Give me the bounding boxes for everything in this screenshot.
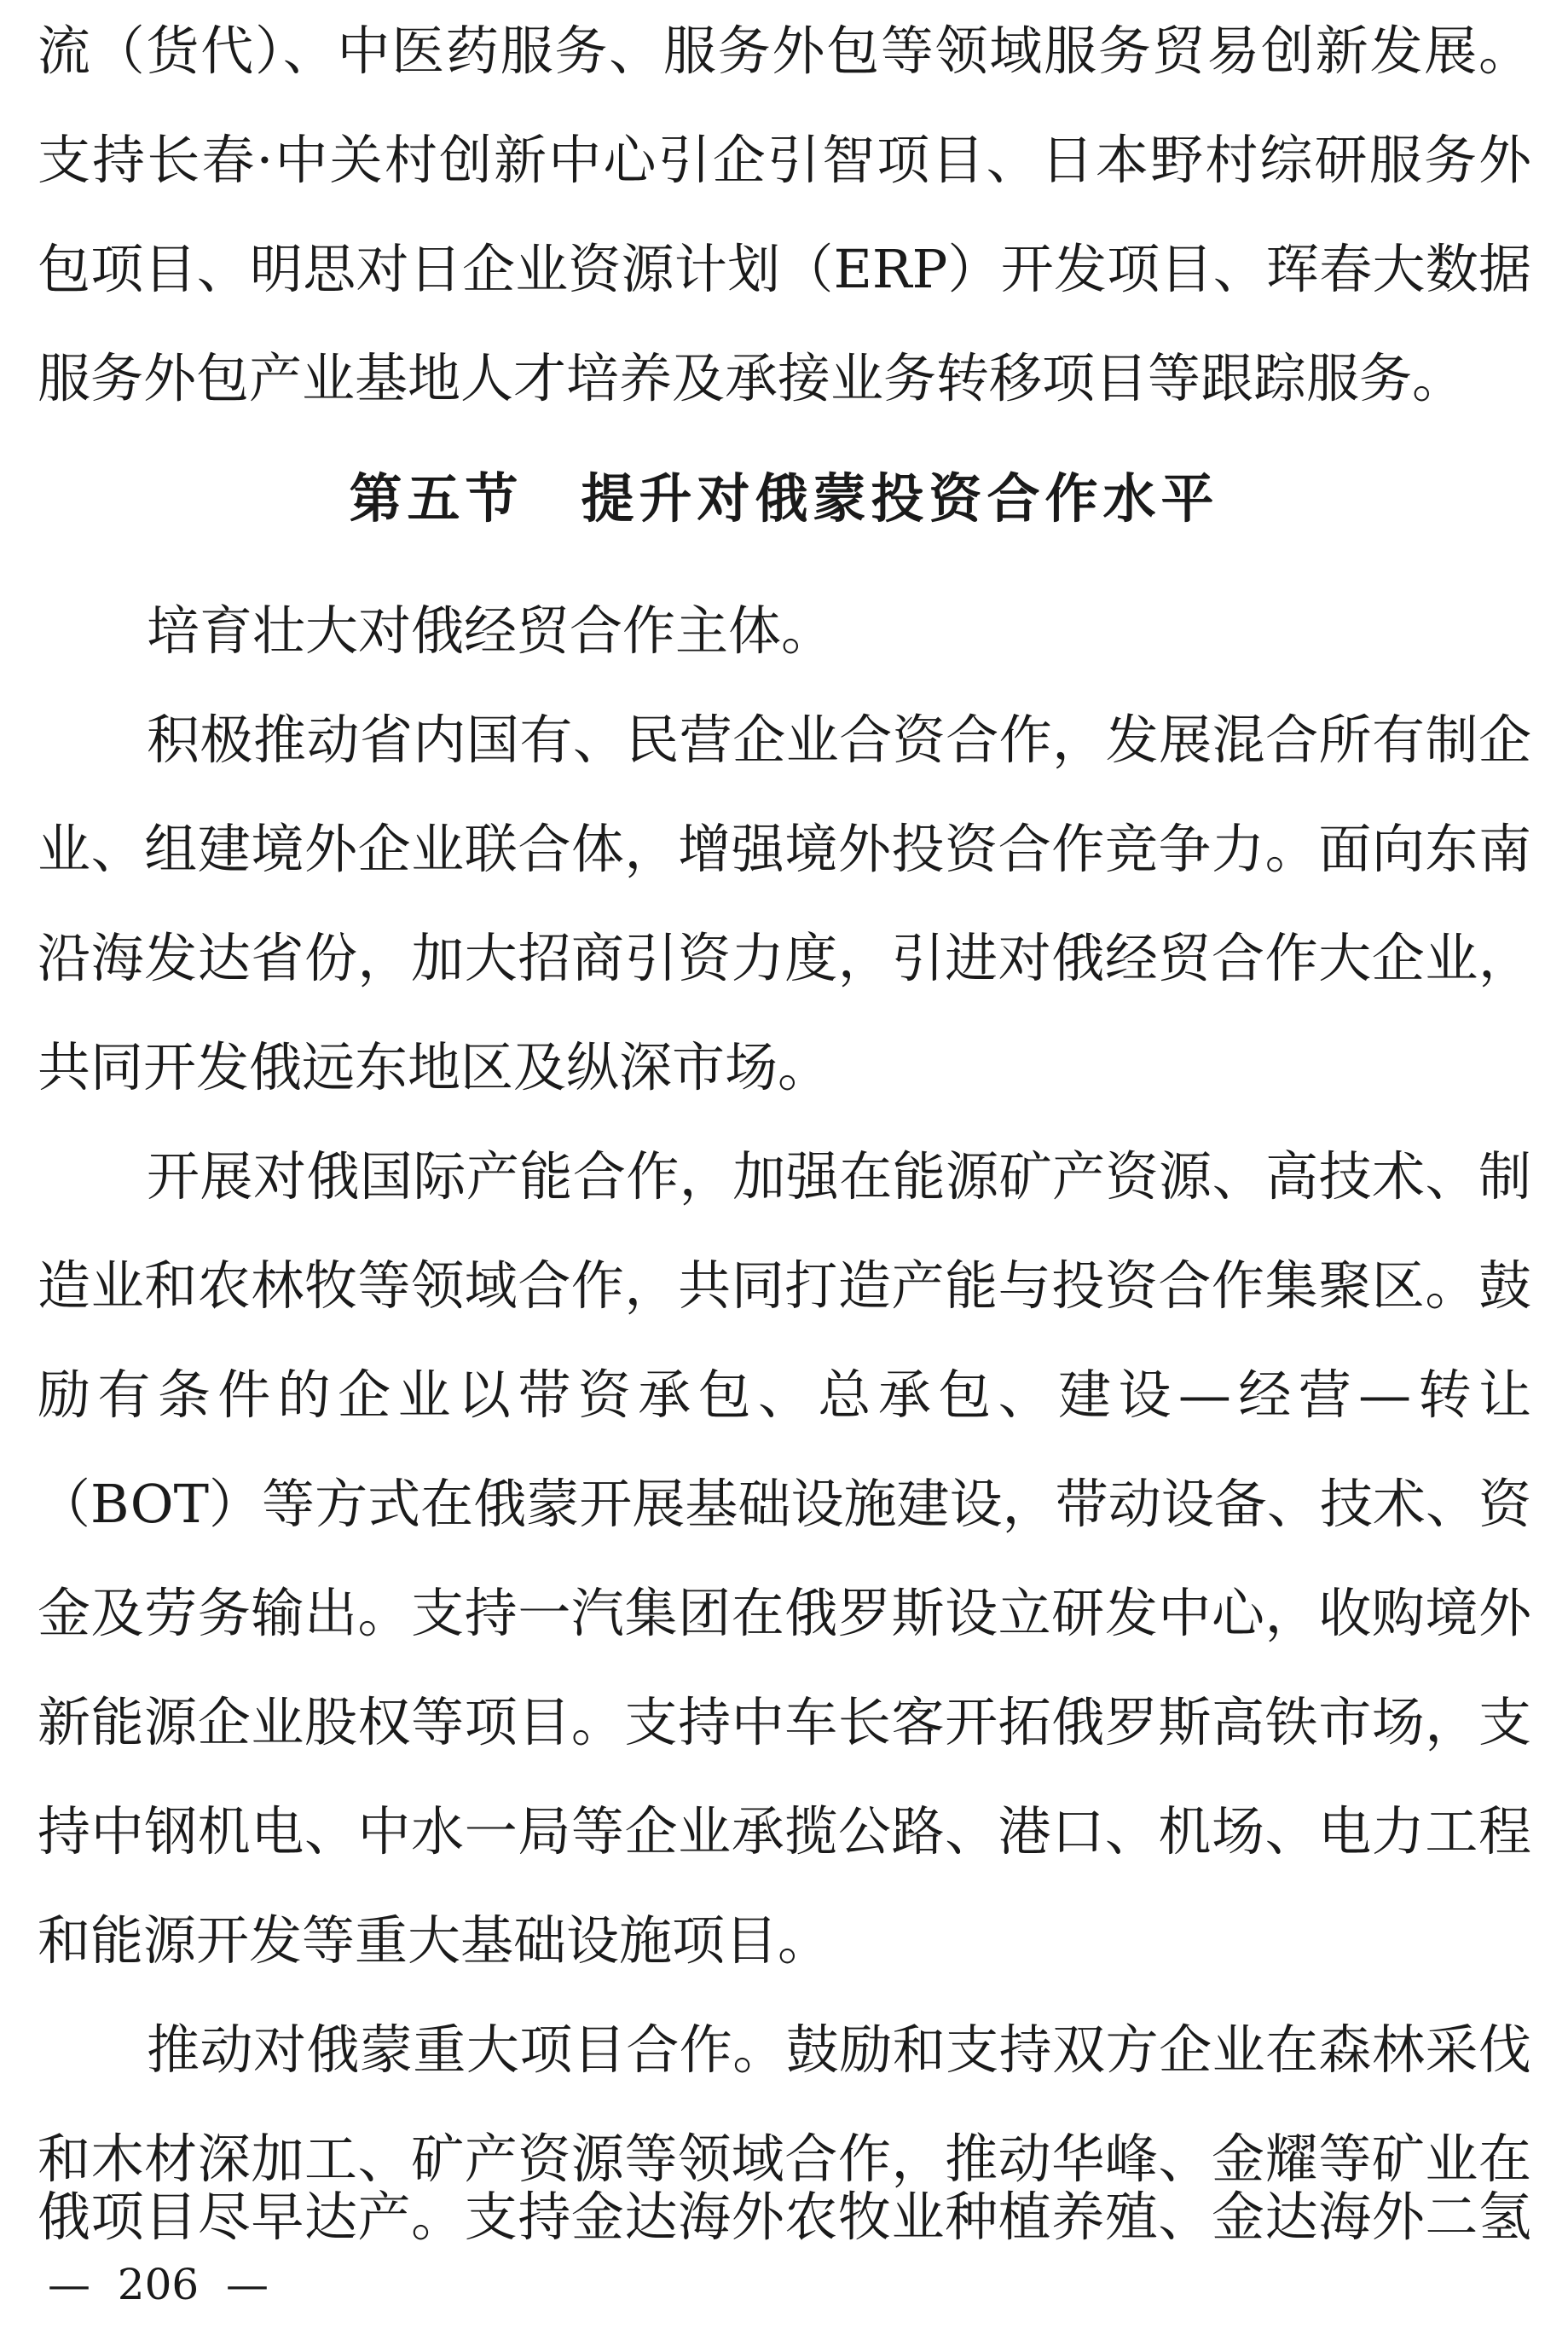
body-text-line: 俄项目尽早达产。支持金达海外农牧业种植养殖、金达海外二氢 bbox=[38, 2186, 1531, 2248]
body-text-line: 培育壮大对俄经贸合作主体。 bbox=[147, 599, 835, 662]
body-text-line: 开展对俄国际产能合作，加强在能源矿产资源、高技术、制 bbox=[147, 1145, 1531, 1208]
body-text-line: 励有条件的企业以带资承包、总承包、建设—经营—转让 bbox=[38, 1364, 1531, 1426]
body-text-line: 服务外包产业基地人才培养及承接业务转移项目等跟踪服务。 bbox=[38, 347, 1466, 409]
body-text-line: 新能源企业股权等项目。支持中车长客开拓俄罗斯高铁市场，支 bbox=[38, 1691, 1531, 1753]
body-text-line: 和能源开发等重大基础设施项目。 bbox=[38, 1909, 831, 1972]
body-text-line: 流（货代）、中医药服务、服务外包等领域服务贸易创新发展。 bbox=[38, 20, 1531, 82]
body-text-line: 推动对俄蒙重大项目合作。鼓励和支持双方企业在森林采伐 bbox=[147, 2019, 1531, 2081]
body-text-line: 积极推动省内国有、民营企业合资合作，发展混合所有制企 bbox=[147, 709, 1531, 771]
body-text-line: 造业和农林牧等领域合作，共同打造产能与投资合作集聚区。鼓 bbox=[38, 1254, 1531, 1317]
body-text-line: 共同开发俄远东地区及纵深市场。 bbox=[38, 1036, 831, 1098]
body-text-line: 沿海发达省份，加大招商引资力度，引进对俄经贸合作大企业， bbox=[38, 927, 1531, 989]
body-text-line: 和木材深加工、矿产资源等领域合作，推动华峰、金耀等矿业在 bbox=[38, 2128, 1531, 2190]
page-number: — 206 — bbox=[48, 2260, 269, 2309]
body-text-line: 持中钢机电、中水一局等企业承揽公路、港口、机场、电力工程 bbox=[38, 1800, 1531, 1862]
body-text-line: 业、组建境外企业联合体，增强境外投资合作竞争力。面向东南 bbox=[38, 818, 1531, 880]
section-heading: 第五节 提升对俄蒙投资合作水平 bbox=[349, 467, 1219, 530]
body-text-line: 支持长春·中关村创新中心引企引智项目、日本野村综研服务外 bbox=[38, 129, 1531, 191]
body-text-line: 金及劳务输出。支持一汽集团在俄罗斯设立研发中心，收购境外 bbox=[38, 1582, 1531, 1644]
body-text-line: （BOT）等方式在俄蒙开展基础设施建设，带动设备、技术、资 bbox=[38, 1473, 1531, 1535]
body-text-line: 包项目、明思对日企业资源计划（ERP）开发项目、珲春大数据 bbox=[38, 238, 1531, 300]
